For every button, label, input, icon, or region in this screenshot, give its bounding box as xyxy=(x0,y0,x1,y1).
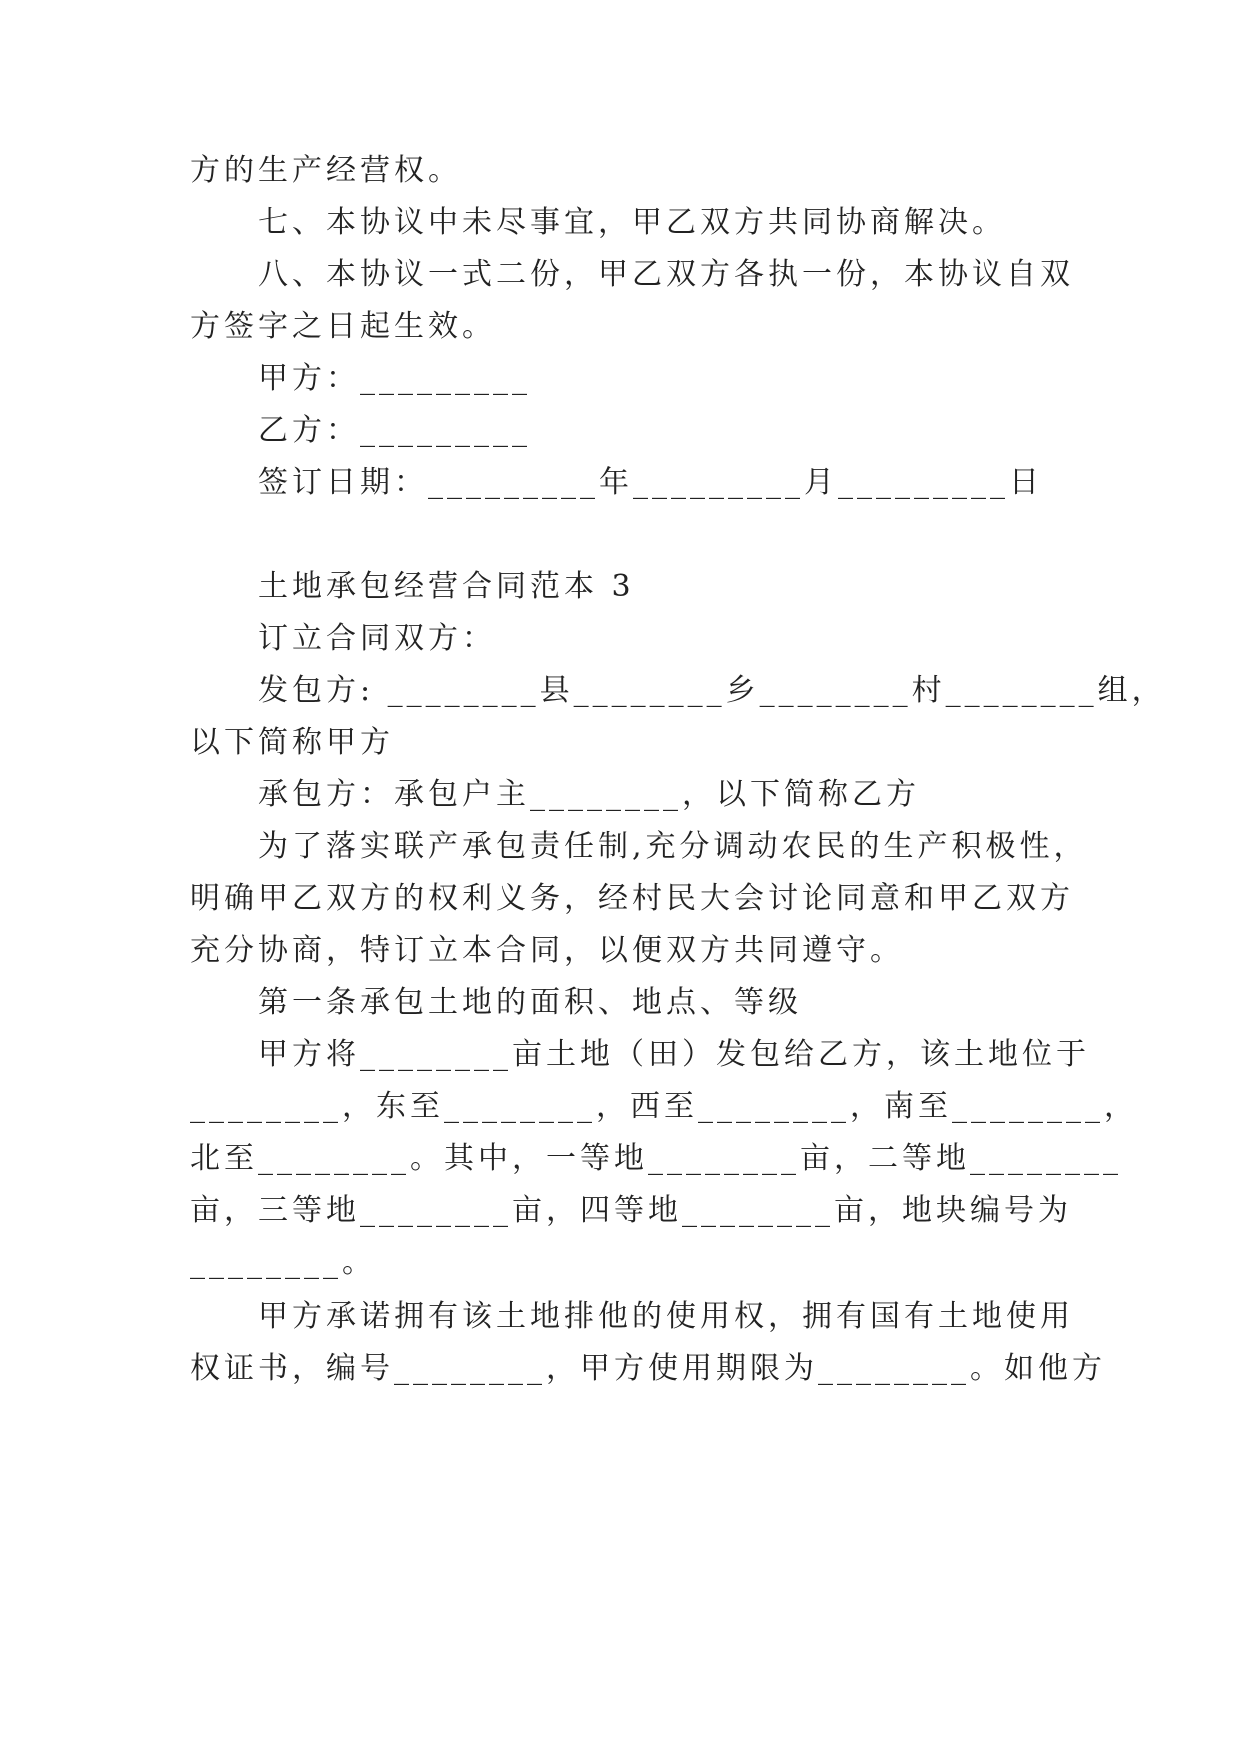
text-line: 七、本协议中未尽事宜，甲乙双方共同协商解决。 xyxy=(258,205,1006,240)
text-line: 承包方：承包户主________，以下简称乙方 xyxy=(258,777,920,812)
text-line: 北至________。其中，一等地________亩，二等地________ xyxy=(190,1141,1122,1176)
text-line: 亩，三等地________亩，四等地________亩，地块编号为 xyxy=(190,1193,1072,1228)
text-line: 充分协商，特订立本合同，以便双方共同遵守。 xyxy=(190,933,904,968)
text-line: 甲方承诺拥有该土地排他的使用权，拥有国有土地使用 xyxy=(258,1299,1074,1334)
text-line: ________。 xyxy=(190,1245,376,1280)
text-line: 订立合同双方： xyxy=(258,621,496,656)
text-line: 甲方将________亩土地（田）发包给乙方，该土地位于 xyxy=(258,1037,1090,1072)
text-line: 签订日期：_________年_________月_________日 xyxy=(258,465,1043,500)
text-line: 甲方：_________ xyxy=(258,361,531,396)
text-line: 权证书，编号________，甲方使用期限为________。如他方 xyxy=(190,1351,1106,1386)
text-line: 第一条承包土地的面积、地点、等级 xyxy=(258,985,802,1020)
text-line: 方签字之日起生效。 xyxy=(190,309,496,344)
text-line: 明确甲乙双方的权利义务，经村民大会讨论同意和甲乙双方 xyxy=(190,881,1074,916)
section-title: 土地承包经营合同范本 3 xyxy=(258,569,635,604)
text-line: 方的生产经营权。 xyxy=(190,153,462,188)
text-line: 乙方：_________ xyxy=(258,413,531,448)
text-line: ________，东至________，西至________，南至________， xyxy=(190,1089,1138,1124)
text-line: 八、本协议一式二份，甲乙双方各执一份，本协议自双 xyxy=(258,257,1074,292)
text-line: 发包方: ________县________乡________村________组， xyxy=(258,673,1166,708)
text-line: 以下简称甲方 xyxy=(190,725,394,760)
text-line: 为了落实联产承包责任制,充分调动农民的生产积极性， xyxy=(258,829,1088,864)
